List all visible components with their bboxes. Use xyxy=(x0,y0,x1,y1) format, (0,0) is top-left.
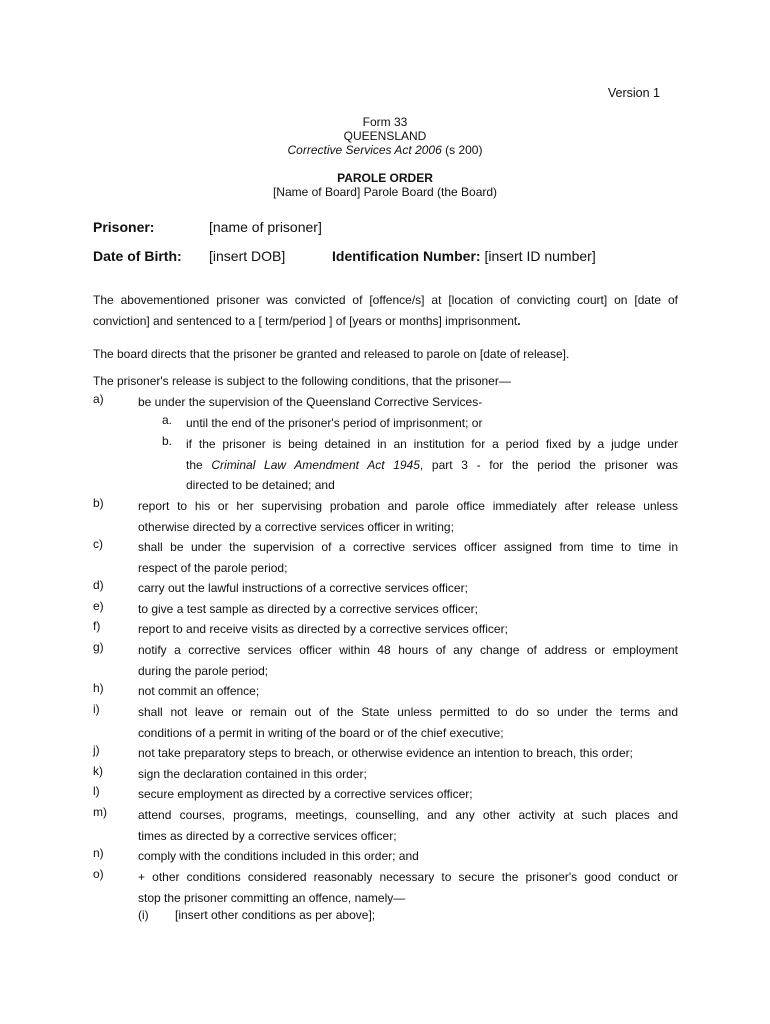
condition-marker: g) xyxy=(93,640,104,654)
condition-line: secure employment as directed by a corrective services officer; xyxy=(138,787,473,801)
condition-marker: f) xyxy=(93,619,101,633)
condition-marker: k) xyxy=(93,764,103,778)
conviction-line-2 xyxy=(93,311,678,332)
condition-item xyxy=(138,578,678,599)
act-reference xyxy=(0,143,770,157)
condition-line: not take preparatory steps to breach, or otherwise evidence an intention to breach, this order; xyxy=(138,746,633,760)
condition-line: be under the supervision of the Queensland Corrective Services- xyxy=(138,395,483,409)
condition-marker: e) xyxy=(93,599,104,613)
condition-marker: l) xyxy=(93,784,100,798)
condition-line: respect of the parole period; xyxy=(138,560,288,575)
condition-line: stop the prisoner committing an offence, namely— xyxy=(138,890,406,905)
condition-marker: o) xyxy=(93,867,104,881)
dob-value: [insert DOB] xyxy=(209,248,286,264)
sub-condition-item xyxy=(186,434,678,496)
condition-line: carry out the lawful instructions of a corrective services officer; xyxy=(138,581,468,595)
condition-item xyxy=(138,702,678,743)
form-number: Form 33 xyxy=(362,115,408,129)
sub-condition-marker: (i) xyxy=(138,908,149,922)
condition-line: report to his or her supervising probation and parole office immediately after release unless xyxy=(138,499,678,513)
sub-condition-text: , part 3 - for the period the prisoner was xyxy=(419,457,678,472)
condition-line: otherwise directed by a corrective services officer in writing; xyxy=(138,519,454,534)
conditions-intro-text: The prisoner's release is subject to the following conditions, that the prisoner— xyxy=(93,374,511,388)
condition-line: conditions of a permit in writing of the board or of the chief executive; xyxy=(138,725,504,740)
condition-item xyxy=(138,392,678,413)
act-title: Corrective Services Act 2006 xyxy=(287,143,442,157)
condition-item xyxy=(138,640,678,681)
condition-line: not commit an offence; xyxy=(138,684,260,698)
condition-marker: m) xyxy=(93,805,107,819)
sub-condition-item xyxy=(186,413,678,434)
condition-marker: h) xyxy=(93,681,104,695)
condition-marker: i) xyxy=(93,702,100,716)
sub-condition-line xyxy=(186,455,678,476)
condition-line: shall be under the supervision of a corrective services officer assigned from time to time in xyxy=(138,540,678,554)
condition-line: notify a corrective services officer within 48 hours of any change of address or employment xyxy=(138,643,678,657)
release-paragraph xyxy=(93,344,678,365)
condition-marker: d) xyxy=(93,578,104,592)
conviction-line-2-text: conviction] and sentenced to a [ term/period ] of [years or months] imprisonment xyxy=(93,314,518,328)
condition-item xyxy=(138,805,678,846)
condition-item xyxy=(138,784,678,805)
condition-line: during the parole period; xyxy=(138,663,269,678)
condition-item xyxy=(138,764,678,785)
condition-item xyxy=(138,743,678,764)
version-label: Version 1 xyxy=(607,86,660,100)
condition-item xyxy=(138,496,678,537)
condition-item xyxy=(138,846,678,867)
sub-condition-line: directed to be detained; and xyxy=(186,478,335,493)
order-title: PAROLE ORDER xyxy=(337,171,433,185)
conviction-paragraph xyxy=(93,290,678,332)
condition-item xyxy=(138,599,678,620)
dob-label: Date of Birth: xyxy=(93,248,182,264)
condition-marker: a) xyxy=(93,392,104,406)
id-label: Identification Number: xyxy=(332,248,481,264)
condition-marker: n) xyxy=(93,846,104,860)
conviction-period: . xyxy=(517,314,521,328)
condition-item xyxy=(138,681,678,702)
board-line: [Name of Board] Parole Board (the Board) xyxy=(272,185,498,199)
condition-line: sign the declaration contained in this order; xyxy=(138,767,367,781)
condition-marker: c) xyxy=(93,537,103,551)
condition-marker: j) xyxy=(93,743,100,757)
condition-item xyxy=(138,867,678,908)
condition-marker: b) xyxy=(93,496,104,510)
sub-condition-line: until the end of the prisoner's period of imprisonment; or xyxy=(186,416,483,430)
condition-item xyxy=(138,619,678,640)
id-value: [insert ID number] xyxy=(480,248,596,264)
conditions-intro xyxy=(93,371,678,392)
condition-line: to give a test sample as directed by a corrective services officer; xyxy=(138,602,478,616)
sub-condition-text: the xyxy=(186,457,212,472)
condition-line: comply with the conditions included in this order; and xyxy=(138,849,419,863)
sub-condition-line: if the prisoner is being detained in an institution for a period fixed by a judge under xyxy=(186,437,678,451)
sub-condition-text: [insert other conditions as per above]; xyxy=(175,908,376,922)
condition-line: shall not leave or remain out of the State unless permitted to do so under the terms and xyxy=(138,705,678,719)
id-field xyxy=(332,248,596,264)
conviction-line-1: The abovementioned prisoner was convicted of [offence/s] at [location of convicting court] on [date of xyxy=(93,293,678,307)
prisoner-label: Prisoner: xyxy=(93,219,155,235)
prisoner-value: [name of prisoner] xyxy=(209,219,322,235)
state-name: QUEENSLAND xyxy=(343,129,427,143)
condition-line: + other conditions considered reasonably necessary to secure the prisoner's good conduct or xyxy=(138,870,678,884)
condition-line: times as directed by a corrective services officer; xyxy=(138,828,397,843)
sub-condition-marker: a. xyxy=(162,413,173,427)
act-section: (s 200) xyxy=(441,143,483,157)
condition-item xyxy=(138,537,678,578)
act-citation: Criminal Law Amendment Act 1945 xyxy=(211,457,420,472)
condition-line: attend courses, programs, meetings, counselling, and any other activity at such places and xyxy=(138,808,678,822)
sub-condition-marker: b. xyxy=(162,434,173,448)
condition-line: report to and receive visits as directed by a corrective services officer; xyxy=(138,622,508,636)
release-text: The board directs that the prisoner be granted and released to parole on [date of release]. xyxy=(93,347,570,361)
